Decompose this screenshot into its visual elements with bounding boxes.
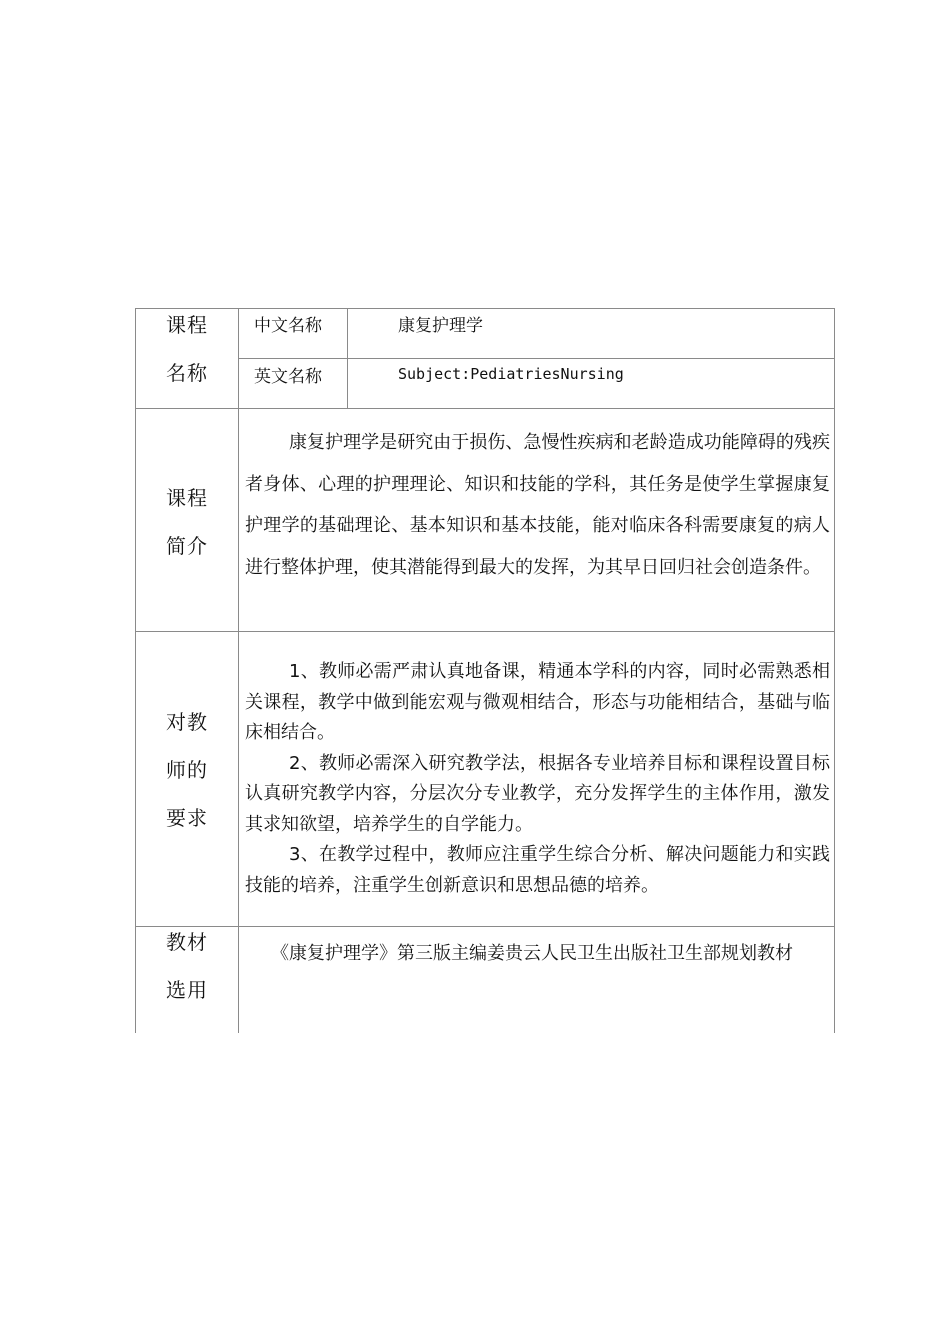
column-divider-label bbox=[238, 308, 239, 1033]
teacher-requirements-list bbox=[245, 657, 830, 901]
requirement-item: 2、教师必需深入研究教学法，根据各专业培养目标和课程设置目标认真研究教学内容，分层次分专业教学，充分发挥学生的主体作用，激发其求知欲望，培养学生的自学能力。 bbox=[245, 752, 830, 835]
textbook-label-line1: 教材 bbox=[166, 930, 208, 954]
intro-label-line1: 课程 bbox=[166, 486, 208, 510]
course-name-label-line1: 课程 bbox=[166, 313, 208, 337]
teacher-label-line3: 要求 bbox=[166, 806, 208, 830]
row-divider-name-sub bbox=[238, 358, 835, 359]
table-border-top bbox=[135, 308, 835, 309]
requirement-item: 3、在教学过程中，教师应注重学生综合分析、解决问题能力和实践技能的培养，注重学生创新意识和思想品德的培养。 bbox=[245, 844, 830, 896]
intro-label-line2: 简介 bbox=[166, 534, 208, 558]
row-divider-name bbox=[135, 408, 835, 409]
textbook-label bbox=[136, 918, 238, 1014]
course-name-label bbox=[136, 301, 238, 397]
intro-label bbox=[136, 474, 238, 570]
table-border-right bbox=[834, 308, 835, 1033]
english-name-value: Subject:PediatriesNursing bbox=[398, 365, 624, 383]
row-divider-teacher bbox=[135, 926, 835, 927]
chinese-name-label: 中文名称 bbox=[254, 316, 322, 336]
intro-text: 康复护理学是研究由于损伤、急慢性疾病和老龄造成功能障碍的残疾者身体、心理的护理理论、知识和技能的学科，其任务是使学生掌握康复护理学的基础理论、基本知识和基本技能，能对临床各科需要康复的病人进行整体护理，使其潜能得到最大的发挥，为其早日回归社会创造条件。 bbox=[245, 432, 830, 578]
textbook-text: 《康复护理学》第三版主编姜贵云人民卫生出版社卫生部规划教材 bbox=[271, 943, 793, 964]
requirement-item: 1、教师必需严肃认真地备课，精通本学科的内容，同时必需熟悉相关课程，教学中做到能宏观与微观相结合，形态与功能相结合，基础与临床相结合。 bbox=[245, 661, 830, 743]
chinese-name-value: 康复护理学 bbox=[398, 316, 483, 336]
textbook-label-line2: 选用 bbox=[166, 978, 208, 1002]
course-name-label-line2: 名称 bbox=[166, 361, 208, 385]
english-name-label: 英文名称 bbox=[254, 367, 322, 387]
teacher-requirements-label bbox=[136, 698, 238, 842]
teacher-label-line1: 对教 bbox=[166, 710, 208, 734]
teacher-label-line2: 师的 bbox=[166, 758, 208, 782]
column-divider-sub bbox=[347, 308, 348, 408]
row-divider-intro bbox=[135, 631, 835, 632]
